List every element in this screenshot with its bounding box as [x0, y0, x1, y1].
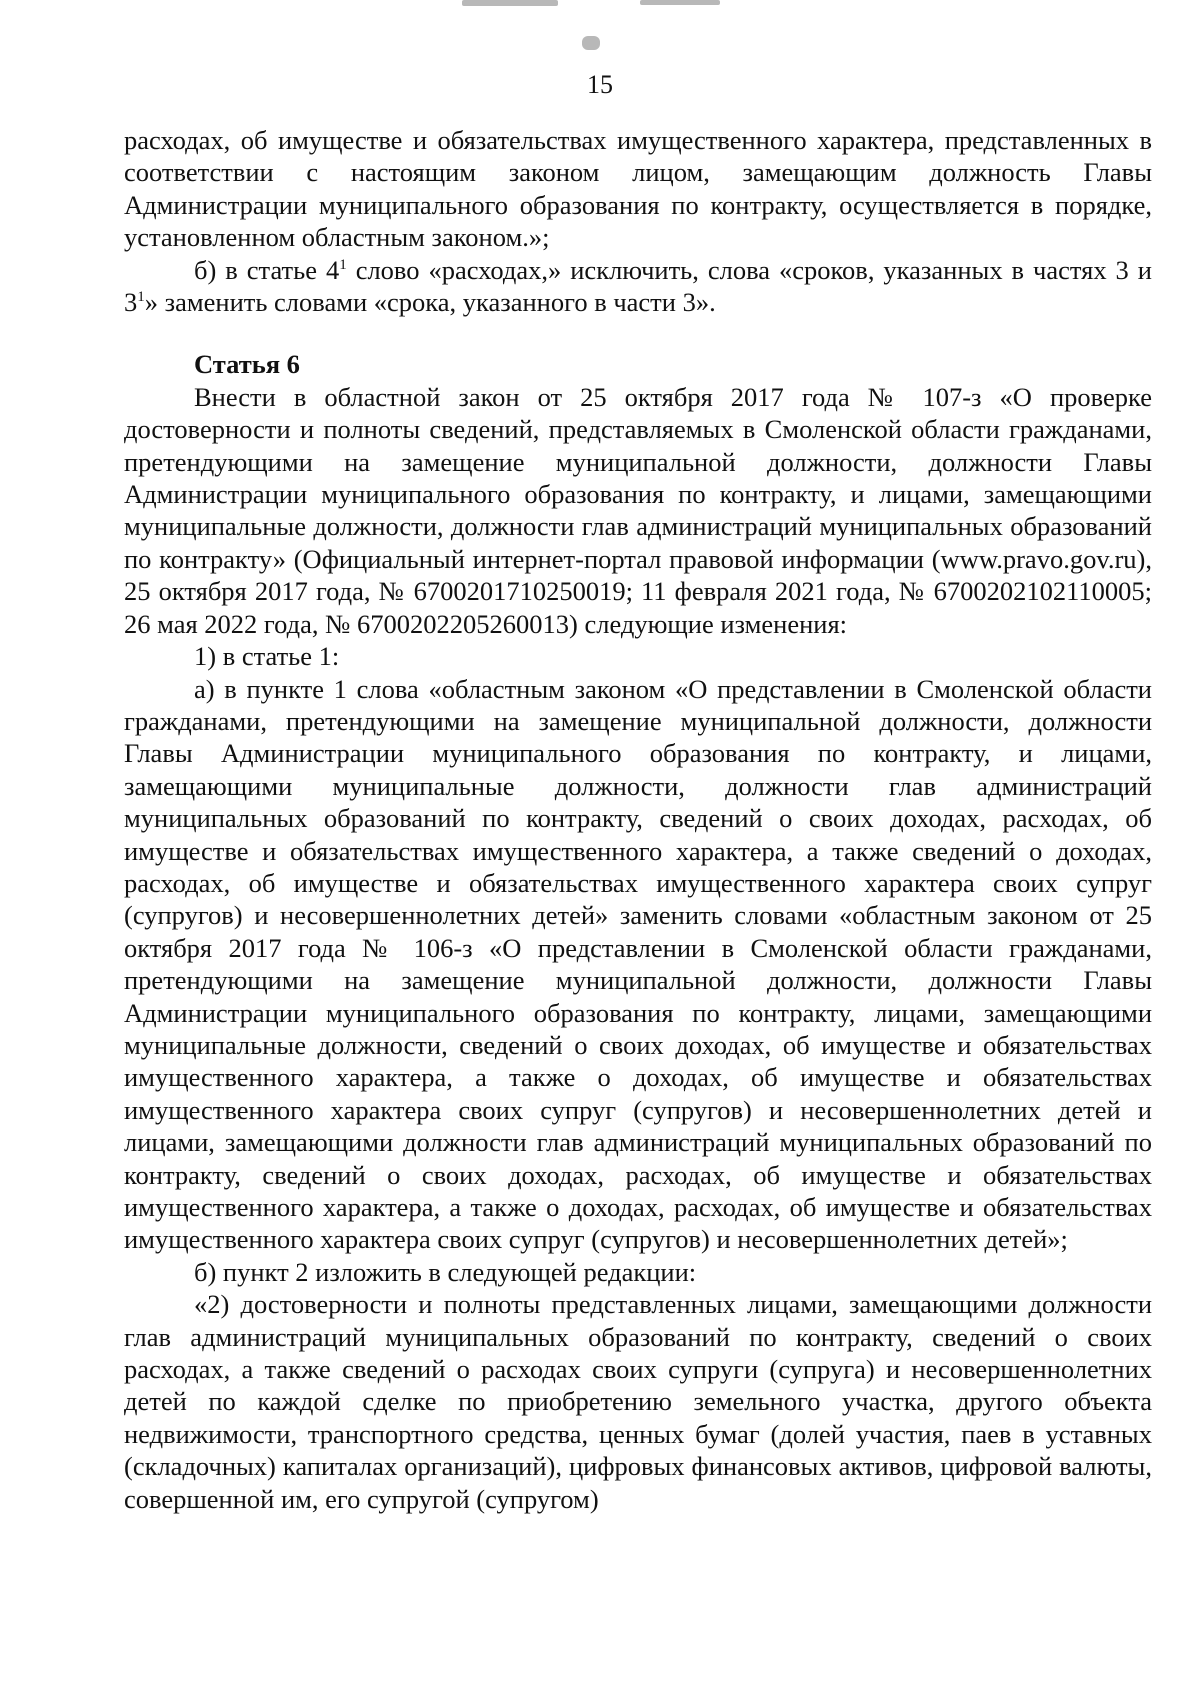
scan-artifact — [640, 0, 720, 5]
paragraph-item-b-article4 — [124, 254, 1152, 319]
paragraph-continuation: расходах, об имуществе и обязательствах имущественного характера, представленных в соответствии с настоящим законом лицом, замещающим должность Главы Администрации муниципального образования по контракту, осуществляется в порядке, установленном областным законом.»; — [124, 125, 1152, 253]
page-number: 15 — [587, 70, 613, 99]
scan-artifact — [462, 0, 558, 6]
superscript: 1 — [339, 256, 347, 273]
paragraph-intro: Внести в областной закон от 25 октября 2017 года № 107-з «О проверке достоверности и полноты сведений, представляемых в Смоленской области гражданами, претендующими на замещение муниципальной должности, должности Главы Администрации муниципального образования по контракту, и лицами, замещающими муниципальные должности, должности глав администраций муниципальных образований по контракту» (Официальный интернет-портал правовой информации (www.pravo.gov.ru), 25 октября 2017 года, № 6700201710250019; 11 февраля 2021 года, № 6700202102110005; 26 мая 2022 года, № 6700202205260013) следующие изменения: — [124, 381, 1152, 639]
text-run: б) в статье 4 — [194, 254, 340, 285]
document-body — [124, 124, 1152, 1515]
text-run: слово «расходах,» исключить, слова «сроков, указанных в частях 3 и 3 — [124, 254, 1152, 318]
scan-artifact — [582, 36, 600, 50]
paragraph-item-a: а) в пункте 1 слова «областным законом «О представлении в Смоленской области гражданами, претендующими на замещение муниципальной должности, должности Главы Администрации муниципального образования по контракту, и лицами, замещающими муниципальные должности, должности глав администраций муниципальных образований по контракту, сведений о своих доходах, расходах, об имуществе и обязательствах имущественного характера, а также сведений о доходах, расходах, об имуществе и обязательствах имущественного характера своих супруг (супругов) и несовершеннолетних детей» заменить словами «областным законом от 25 октября 2017 года № 106-з «О представлении в Смоленской области гражданами, претендующими на замещение муниципальной должности, должности Главы Администрации муниципального образования по контракту, лицами, замещающими муниципальные должности, сведений о своих доходах, об имуществе и обязательствах имущественного характера, а также о доходах, об имуществе и обязательствах имущественного характера своих супруг (супругов) и несовершеннолетних детей и лицами, замещающими должности глав администраций муниципальных образований по контракту, сведений о своих доходах, расходах, об имуществе и обязательствах имущественного характера, а также о доходах, расходах, об имуществе и обязательствах имущественного характера своих супруг (супругов) и несовершеннолетних детей»; — [124, 673, 1152, 1255]
paragraph-item-1: 1) в статье 1: — [194, 641, 340, 672]
paragraph-quote: «2) достоверности и полноты представленных лицами, замещающими должности глав администраций муниципальных образований по контракту, сведений о своих расходах, а также сведений о расходах своих супруги (супруга) и несовершеннолетних детей по каждой сделке по приобретению земельного участка, другого объекта недвижимости, транспортного средства, ценных бумаг (долей участия, паев в уставных (складочных) капиталах организаций), цифровых финансовых активов, цифровой валюты, совершенной им, его супругой (супругом) — [124, 1289, 1152, 1514]
paragraph-item-b: б) пункт 2 изложить в следующей редакции: — [194, 1256, 697, 1287]
superscript: 1 — [137, 289, 145, 306]
article-heading: Статья 6 — [194, 349, 300, 380]
text-run: » заменить словами «срока, указанного в части 3». — [144, 287, 716, 318]
